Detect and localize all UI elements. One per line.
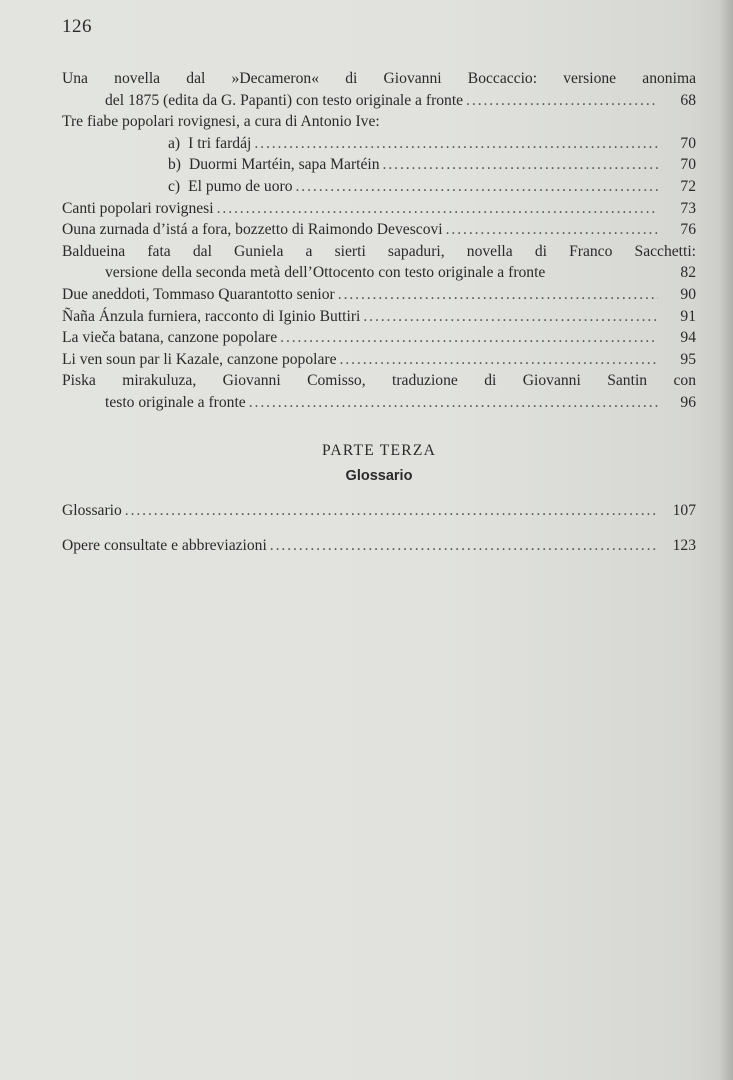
- toc-subitem[interactable]: [62, 133, 696, 155]
- toc-entry-decameron[interactable]: [62, 68, 696, 111]
- toc-entry-title: Opere consultate e abbreviazioni: [62, 537, 267, 555]
- toc-entry-canti[interactable]: [62, 198, 696, 220]
- toc-entry-kazale[interactable]: [62, 349, 696, 371]
- toc-entry-opere[interactable]: [62, 535, 696, 557]
- subitem-title: El pumo de uoro: [188, 177, 293, 195]
- toc-entry-title-cont: testo originale a fronte: [105, 393, 246, 411]
- leader-dots: [466, 90, 658, 112]
- toc-entry-zurnada[interactable]: [62, 219, 696, 241]
- leader-dots: [383, 154, 658, 176]
- toc-page-number: 123: [672, 537, 696, 555]
- subitem-label: a): [168, 134, 181, 152]
- subitem-title: I tri fardáj: [188, 134, 252, 152]
- leader-dots: [280, 327, 658, 349]
- leader-dots: [125, 500, 658, 522]
- toc-entry-title: Due aneddoti, Tommaso Quarantotto senior: [62, 285, 335, 303]
- toc-subitem[interactable]: [62, 154, 696, 176]
- toc-entry-glossario[interactable]: [62, 500, 696, 522]
- toc-entry-title-cont: versione della seconda metà dell’Ottocento con testo originale a fronte: [105, 264, 546, 282]
- glossary-subheading: Glossario: [345, 467, 413, 484]
- toc-entry-title: Baldueina fata dal Guniela a sierti sapaduri, novella di Franco Sacchetti:: [62, 242, 696, 260]
- toc-entry-batana[interactable]: [62, 327, 696, 349]
- leader-dots: [446, 219, 658, 241]
- subitem-label: c): [168, 177, 181, 195]
- toc-page-number: 70: [680, 134, 696, 152]
- toc-entry-piska[interactable]: [62, 370, 696, 413]
- leader-dots: [254, 133, 658, 155]
- toc-entry-title: Ouna zurnada d’istá a fora, bozzetto di Raimondo Devescovi: [62, 221, 443, 239]
- toc-entry-nana[interactable]: [62, 306, 696, 328]
- toc-page-number: 72: [680, 177, 696, 195]
- toc-entry-title: Glossario: [62, 501, 122, 519]
- toc-entry-baldueina[interactable]: [62, 241, 696, 284]
- toc-page-number: 107: [672, 501, 696, 519]
- page-number: 126: [62, 16, 92, 37]
- toc-entry-title: Tre fiabe popolari rovignesi, a cura di Antonio Ive:: [62, 113, 380, 131]
- toc-entry-aneddoti[interactable]: [62, 284, 696, 306]
- toc-entry-title: Li ven soun par li Kazale, canzone popolare: [62, 350, 337, 368]
- subitem-title: Duormi Martéin, sapa Martéin: [189, 156, 380, 174]
- toc-page-number: 68: [680, 91, 696, 109]
- leader-dots: [296, 176, 659, 198]
- toc-entry-title-cont: del 1875 (edita da G. Papanti) con testo originale a fronte: [105, 91, 464, 109]
- toc-entry-tre-fiabe: [62, 111, 696, 197]
- subitem-label: b): [168, 156, 181, 174]
- leader-dots: [217, 198, 658, 220]
- toc-page-number: 70: [680, 156, 696, 174]
- toc-page-number: 95: [680, 350, 696, 368]
- part-three-heading: PARTE TERZA: [321, 441, 437, 459]
- toc-entry-title: Piska mirakuluza, Giovanni Comisso, traduzione di Giovanni Santin con: [62, 372, 696, 390]
- toc-page-number: 90: [680, 285, 696, 303]
- toc-entry-title: Canti popolari rovignesi: [62, 199, 214, 217]
- leader-dots: [338, 284, 658, 306]
- toc-page-number: 91: [680, 307, 696, 325]
- leader-dots: [340, 349, 658, 371]
- toc-subitem[interactable]: [62, 176, 696, 198]
- leader-dots: [270, 535, 658, 557]
- toc-entry-title: Ñaña Ánzula furniera, racconto di Iginio Buttiri: [62, 307, 361, 325]
- toc-page-number: 76: [680, 221, 696, 239]
- toc-page-number: 94: [680, 329, 696, 347]
- toc-page-number: 73: [680, 199, 696, 217]
- toc-entry-title: Una novella dal »Decameron« di Giovanni Boccaccio: versione anonima: [62, 70, 696, 87]
- toc-entry-title: La vieča batana, canzone popolare: [62, 329, 278, 347]
- table-of-contents: [62, 68, 696, 557]
- page-edge-shadow: [719, 0, 733, 1080]
- toc-page-number: 82: [680, 264, 696, 282]
- leader-dots: [249, 392, 658, 414]
- toc-page-number: 96: [680, 393, 696, 411]
- leader-dots: [363, 306, 658, 328]
